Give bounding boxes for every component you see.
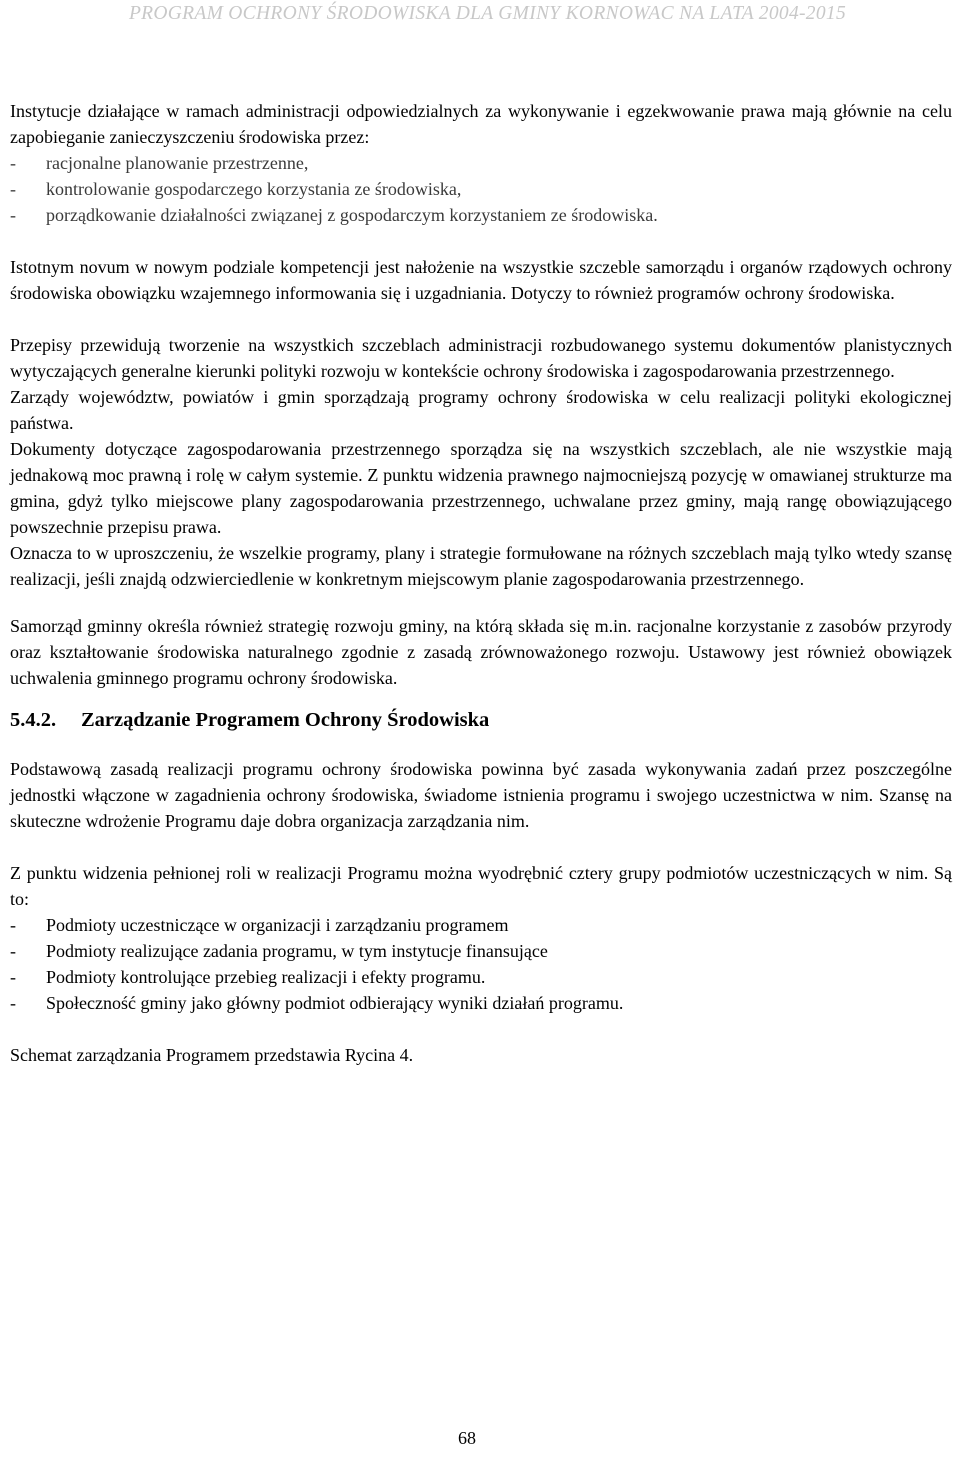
participants-bullet-list — [10, 912, 952, 1016]
paragraph: Podstawową zasadą realizacji programu ochrony środowiska powinna być zasada wykonywania zadań przez poszczególne jednostki włączone w zagadnienia ochrony środowiska, świadome istnienia programu i swojego uczestnictwa w nim. Szansę na skuteczne wdrożenie Programu daje dobra organizacja zarządzania nim. — [10, 759, 952, 831]
page-content — [10, 98, 952, 1068]
dash-marker: - — [10, 179, 16, 199]
paragraph: Z punktu widzenia pełnionej roli w realizacji Programu można wyodrębnić cztery grupy podmiotów uczestniczących w nim. Są to: — [10, 863, 952, 909]
dash-marker: - — [10, 941, 16, 961]
paragraph: Przepisy przewidują tworzenie na wszystkich szczeblach administracji rozbudowanego systemu dokumentów planistycznych wytyczających generalne kierunki polityki rozwoju w kontekście ochrony środowiska i zagospodarowania przestrzennego. — [10, 335, 952, 381]
dash-marker: - — [10, 967, 16, 987]
section-number: 5.4.2. — [10, 709, 57, 731]
bullet-item: - racjonalne planowanie przestrzenne, — [10, 150, 952, 176]
bullet-item: - kontrolowanie gospodarczego korzystania ze środowiska, — [10, 176, 952, 202]
bullet-item: - Podmioty kontrolujące przebieg realizacji i efekty programu. — [10, 964, 952, 990]
bullet-item: - Społeczność gminy jako główny podmiot odbierający wyniki działań programu. — [10, 990, 952, 1016]
section-title: Zarządzanie Programem Ochrony Środowiska — [81, 709, 490, 731]
dash-marker: - — [10, 205, 16, 225]
paragraph: Samorząd gminny określa również strategię rozwoju gminy, na którą składa się m.in. racjonalne korzystanie z zasobów przyrody oraz kształtowanie środowiska naturalnego zgodnie z zasadą zrównoważonego rozwoju. Ustawowy jest również obowiązek uchwalenia gminnego programu ochrony środowiska. — [10, 616, 952, 688]
paragraph: Zarządy województw, powiatów i gmin sporządzają programy ochrony środowiska w celu realizacji polityki ekologicznej państwa. — [10, 387, 952, 433]
intro-paragraph: Instytucje działające w ramach administracji odpowiedzialnych za wykonywanie i egzekwowanie prawa mają głównie na celu zapobieganie zanieczyszczeniu środowiska przez: — [10, 101, 952, 147]
paragraph: Dokumenty dotyczące zagospodarowania przestrzennego sporządza się na wszystkich szczeblach, ale nie wszystkie mają jednakową moc prawną i rolę w całym systemie. Z punktu widzenia prawnego najmocniejszą pozycję w omawianej strukturze ma gmina, gdyż tylko miejscowe plany zagospodarowania przestrzennego, uchwalane przez gminy, mają rangę obowiązującego powszechnie przepisu prawa. — [10, 439, 952, 537]
paragraph: Istotnym novum w nowym podziale kompetencji jest nałożenie na wszystkie szczeble samorządu i organów rządowych ochrony środowiska obowiązku wzajemnego informowania się i uzgadniania. Dotyczy to również programów ochrony środowiska. — [10, 257, 952, 303]
paragraph: Schemat zarządzania Programem przedstawia Rycina 4. — [10, 1045, 414, 1065]
running-header: PROGRAM OCHRONY ŚRODOWISKA DLA GMINY KORNOWAC NA LATA 2004-2015 — [128, 3, 846, 24]
bullet-item: - Podmioty uczestniczące w organizacji i zarządzaniu programem — [10, 912, 952, 938]
dash-marker: - — [10, 915, 16, 935]
dash-marker: - — [10, 153, 16, 173]
intro-bullet-list — [10, 150, 952, 228]
section-heading — [10, 705, 952, 735]
bullet-item: - porządkowanie działalności związanej z gospodarczym korzystaniem ze środowiska. — [10, 202, 952, 228]
page-number: 68 — [458, 1428, 476, 1448]
paragraph: Oznacza to w uproszczeniu, że wszelkie programy, plany i strategie formułowane na różnych szczeblach mają tylko wtedy szansę realizacji, jeśli znajdą odzwierciedlenie w konkretnym miejscowym planie zagospodarowania przestrzennego. — [10, 543, 952, 589]
dash-marker: - — [10, 993, 16, 1013]
bullet-item: - Podmioty realizujące zadania programu, w tym instytucje finansujące — [10, 938, 952, 964]
